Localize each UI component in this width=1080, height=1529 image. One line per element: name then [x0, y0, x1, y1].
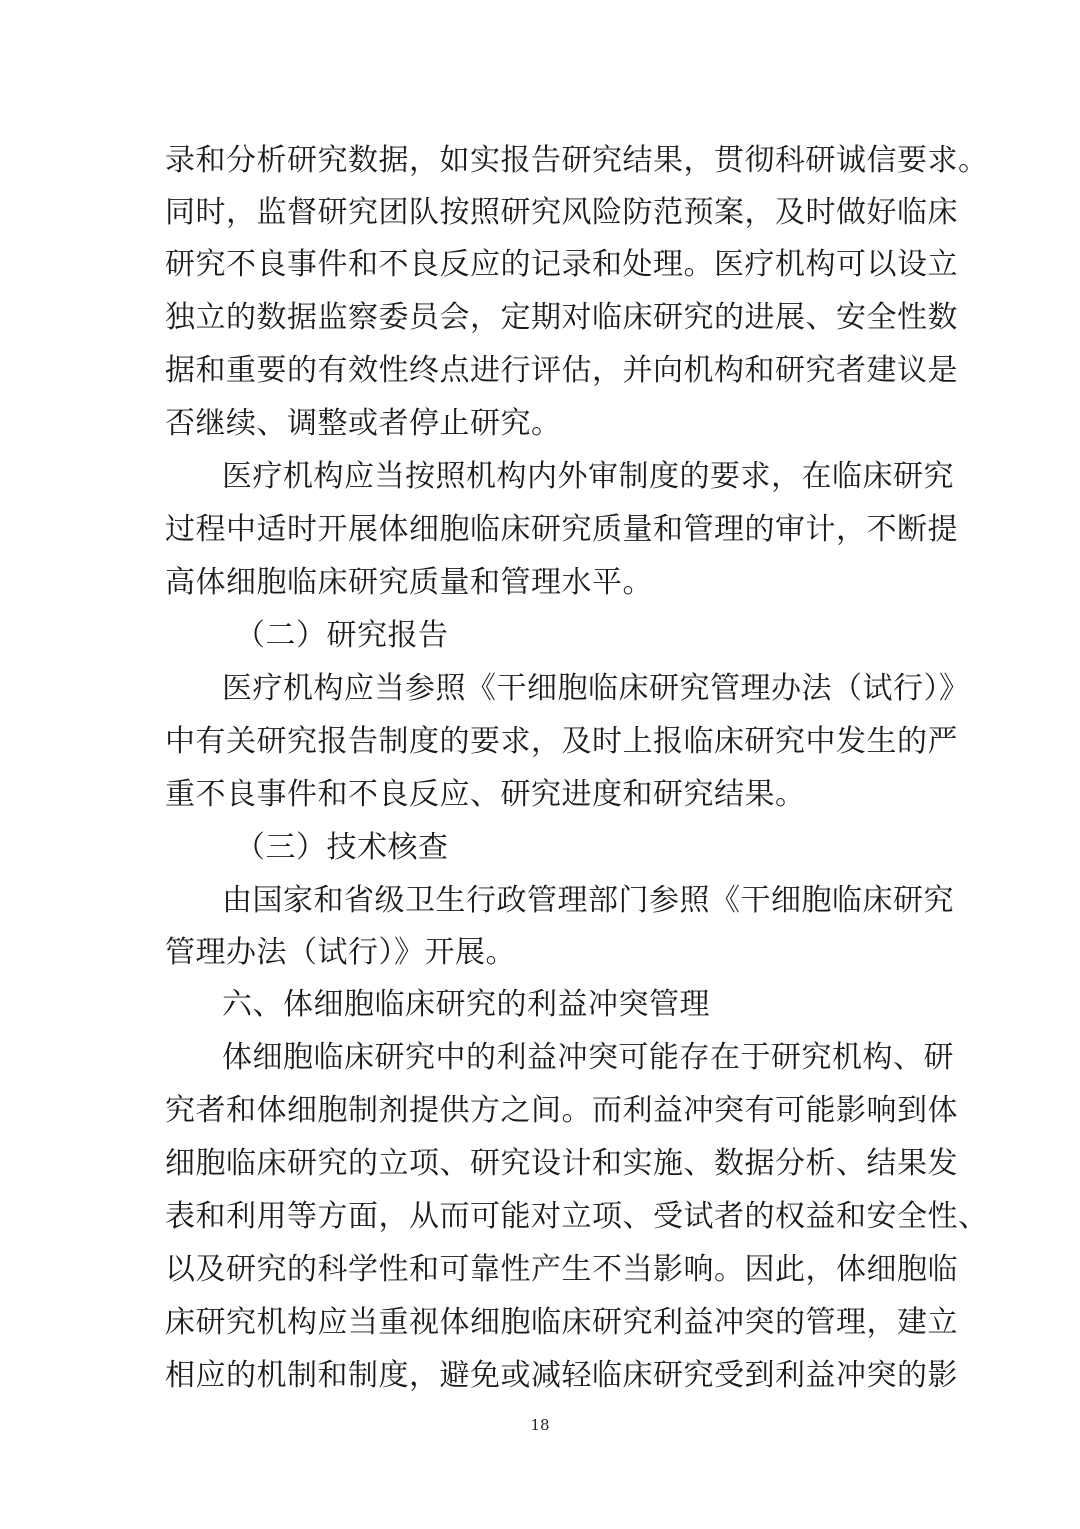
body-line: 相应的机制和制度，避免或减轻临床研究受到利益冲突的影	[165, 1358, 958, 1393]
subsection-heading-technical-review: （三）技术核查	[235, 830, 449, 865]
body-line: 究者和体细胞制剂提供方之间。而利益冲突有可能影响到体	[165, 1093, 958, 1128]
body-line: 据和重要的有效性终点进行评估，并向机构和研究者建议是	[165, 353, 958, 388]
body-line: 管理办法（试行）》开展。	[165, 935, 516, 970]
paragraph-first-line: 体细胞临床研究中的利益冲突可能存在于研究机构、研	[222, 1040, 954, 1075]
paragraph-first-line: 医疗机构应当参照《干细胞临床研究管理办法（试行）》	[222, 671, 970, 706]
body-line: 中有关研究报告制度的要求，及时上报临床研究中发生的严	[165, 724, 958, 759]
body-line: 研究不良事件和不良反应的记录和处理。医疗机构可以设立	[165, 247, 958, 282]
body-line: 表和利用等方面，从而可能对立项、受试者的权益和安全性、	[165, 1199, 989, 1234]
paragraph-first-line: 医疗机构应当按照机构内外审制度的要求，在临床研究	[222, 459, 954, 494]
body-line: 重不良事件和不良反应、研究进度和研究结果。	[165, 777, 806, 812]
body-line: 同时，监督研究团队按照研究风险防范预案，及时做好临床	[165, 195, 958, 230]
section-heading-conflict-of-interest: 六、体细胞临床研究的利益冲突管理	[222, 987, 710, 1022]
body-line: 过程中适时开展体细胞临床研究质量和管理的审计，不断提	[165, 512, 958, 547]
body-line: 否继续、调整或者停止研究。	[165, 406, 562, 441]
body-line: 录和分析研究数据，如实报告研究结果，贯彻科研诚信要求。	[165, 143, 989, 178]
body-line: 独立的数据监察委员会，定期对临床研究的进展、安全性数	[165, 300, 958, 335]
paragraph-first-line: 由国家和省级卫生行政管理部门参照《干细胞临床研究	[222, 883, 954, 918]
page-number: 18	[530, 1416, 550, 1434]
body-line: 高体细胞临床研究质量和管理水平。	[165, 565, 653, 600]
subsection-heading-research-report: （二）研究报告	[235, 618, 449, 653]
body-line: 以及研究的科学性和可靠性产生不当影响。因此，体细胞临	[165, 1252, 958, 1287]
body-line: 床研究机构应当重视体细胞临床研究利益冲突的管理，建立	[165, 1305, 958, 1340]
body-line: 细胞临床研究的立项、研究设计和实施、数据分析、结果发	[165, 1146, 958, 1181]
